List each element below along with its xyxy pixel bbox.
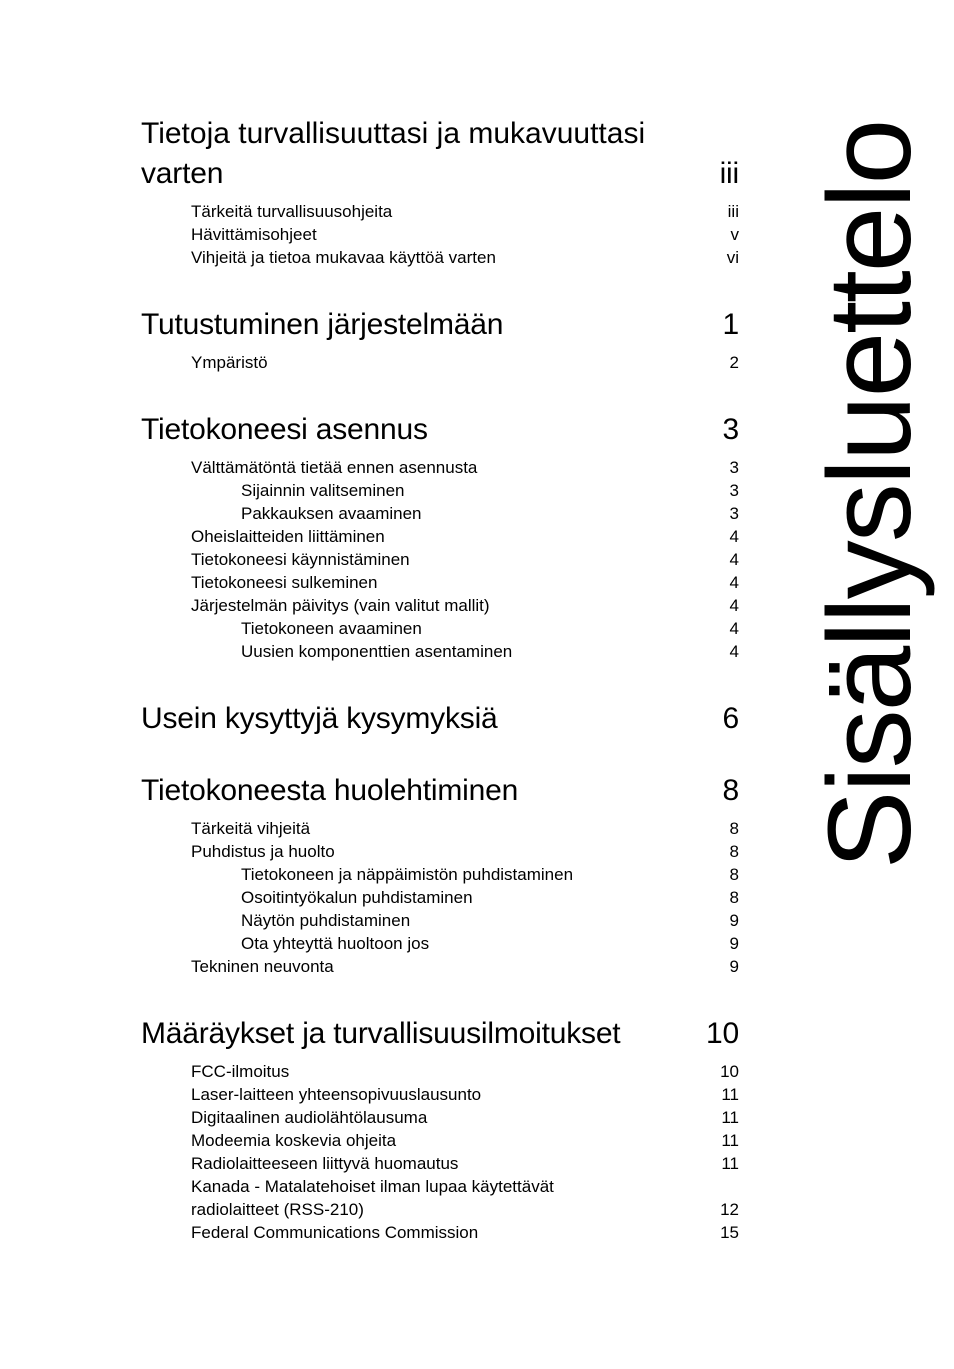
toc-subentry[interactable] <box>141 886 739 909</box>
toc-subentry[interactable] <box>141 909 739 932</box>
toc-entry-label: Tärkeitä vihjeitä <box>191 819 311 838</box>
toc-entry-page: 8 <box>729 842 739 861</box>
toc-entry-label: Pakkauksen avaaminen <box>241 504 422 523</box>
toc-subentry[interactable] <box>141 502 739 525</box>
toc-entry[interactable] <box>141 571 739 594</box>
toc-entries <box>141 351 739 374</box>
side-title-text: Sisällysluettelo <box>804 120 937 870</box>
toc-heading-page: 6 <box>722 702 739 735</box>
toc-entry-page: 15 <box>720 1223 739 1242</box>
toc-entry[interactable] <box>141 1152 739 1175</box>
toc-entry-page: 9 <box>729 911 739 930</box>
toc-heading-title: Tietokoneesta huolehtiminen <box>141 774 519 807</box>
toc-entry[interactable] <box>141 840 739 863</box>
toc-subentry[interactable] <box>141 863 739 886</box>
toc-entry[interactable] <box>141 1129 739 1152</box>
toc-entry[interactable] <box>141 594 739 617</box>
toc-heading-title: Määräykset ja turvallisuusilmoitukset <box>141 1017 621 1050</box>
toc-entry[interactable] <box>141 1106 739 1129</box>
toc-entry-label: Tärkeitä turvallisuusohjeita <box>191 202 393 221</box>
toc-entry-label: Tietokoneen ja näppäimistön puhdistaminen <box>241 865 574 884</box>
toc-entries <box>141 817 739 978</box>
toc-entry-label: Näytön puhdistaminen <box>241 911 411 930</box>
toc-subentry[interactable] <box>141 479 739 502</box>
toc-entry-label: Modeemia koskevia ohjeita <box>191 1131 397 1150</box>
toc-heading-page: 10 <box>706 1017 739 1050</box>
toc-heading-title-line1: Tietoja turvallisuuttasi ja mukavuuttasi <box>141 117 646 150</box>
toc-entry-label: Välttämätöntä tietää ennen asennusta <box>191 458 478 477</box>
toc-entry-page: 11 <box>721 1131 739 1150</box>
toc-section <box>141 771 739 1014</box>
toc-entry-label: Osoitintyökalun puhdistaminen <box>241 888 473 907</box>
toc-entry[interactable] <box>141 817 739 840</box>
toc-entry-page: 9 <box>729 957 739 976</box>
toc-entry-page: 8 <box>729 888 739 907</box>
toc-entry[interactable] <box>141 1175 739 1221</box>
side-title <box>804 120 937 870</box>
toc-entry-page: 9 <box>729 934 739 953</box>
toc-entry-label: Puhdistus ja huolto <box>191 842 335 861</box>
toc-entry-label: Tekninen neuvonta <box>191 957 334 976</box>
toc-entry-page: 2 <box>729 353 739 372</box>
toc-entry-label: Laser-laitteen yhteensopivuuslausunto <box>191 1085 482 1104</box>
toc-entry-label: Oheislaitteiden liittäminen <box>191 527 385 546</box>
toc-entry-page: 4 <box>729 527 739 546</box>
toc-heading[interactable] <box>141 114 739 194</box>
toc-entry-page: vi <box>726 248 739 267</box>
toc-entry-label: Radiolaitteeseen liittyvä huomautus <box>191 1154 459 1173</box>
toc-section <box>141 1014 739 1244</box>
toc-entry-page: 11 <box>721 1154 739 1173</box>
toc-entry[interactable] <box>141 955 739 978</box>
toc-entry-label: Sijainnin valitseminen <box>241 481 405 500</box>
toc-entries <box>141 456 739 663</box>
toc-entry-label: Uusien komponenttien asentaminen <box>241 642 513 661</box>
toc-entry-page: 4 <box>729 642 739 661</box>
toc-entry-label: Kanada - Matalatehoiset ilman lupaa käytettävät radiolaitteet (RSS-210) <box>191 1177 554 1219</box>
toc-section <box>141 305 739 410</box>
toc-entry[interactable] <box>141 223 739 246</box>
toc-heading-title: Usein kysyttyjä kysymyksiä <box>141 702 498 735</box>
toc-entry[interactable] <box>141 246 739 269</box>
toc-heading[interactable] <box>141 305 739 345</box>
toc-entry-page: 10 <box>720 1062 739 1081</box>
toc-heading[interactable] <box>141 699 739 739</box>
toc-entry-page: iii <box>727 202 739 221</box>
toc-entry-page: 11 <box>721 1085 739 1104</box>
toc-heading-page: 8 <box>722 774 739 807</box>
toc-entry[interactable] <box>141 351 739 374</box>
toc-heading[interactable] <box>141 771 739 811</box>
toc-entry-page: 3 <box>729 481 739 500</box>
toc-entry[interactable] <box>141 1060 739 1083</box>
toc-entry-page: 3 <box>729 458 739 477</box>
toc-entry-label: Hävittämisohjeet <box>191 225 317 244</box>
toc-entries <box>141 1060 739 1244</box>
toc-entry-page: 12 <box>720 1200 739 1219</box>
toc-entry-page: 4 <box>729 550 739 569</box>
toc-subentry[interactable] <box>141 640 739 663</box>
toc-heading-page: 1 <box>722 308 739 341</box>
toc-section <box>141 114 739 305</box>
toc-entry[interactable] <box>141 548 739 571</box>
toc-entry-label: Tietokoneen avaaminen <box>241 619 422 638</box>
toc-entry-page: 4 <box>729 596 739 615</box>
toc-subentry[interactable] <box>141 617 739 640</box>
toc-heading[interactable] <box>141 410 739 450</box>
toc-heading-title: Tietokoneesi asennus <box>141 413 428 446</box>
toc-entry-label: Tietokoneesi käynnistäminen <box>191 550 410 569</box>
toc-entries <box>141 200 739 269</box>
toc-entry[interactable] <box>141 200 739 223</box>
toc-heading-page: 3 <box>722 413 739 446</box>
toc-entry-page: v <box>730 225 739 244</box>
toc-entry-label: Vihjeitä ja tietoa mukavaa käyttöä varten <box>191 248 496 267</box>
toc-entry-label: Federal Communications Commission <box>191 1223 479 1242</box>
toc-heading-page: iii <box>719 157 739 190</box>
toc-entry-label: Ympäristö <box>191 353 268 372</box>
toc-heading[interactable] <box>141 1014 739 1054</box>
toc-entry-label: Tietokoneesi sulkeminen <box>191 573 378 592</box>
toc-entry-page: 4 <box>729 619 739 638</box>
toc-entry-label: FCC-ilmoitus <box>191 1062 290 1081</box>
toc-entry-page: 3 <box>729 504 739 523</box>
toc-entry-label: Digitaalinen audiolähtölausuma <box>191 1108 428 1127</box>
toc-entry[interactable] <box>141 1083 739 1106</box>
toc-subentry[interactable] <box>141 932 739 955</box>
toc-entry[interactable] <box>141 1221 739 1244</box>
table-of-contents <box>141 114 739 1244</box>
toc-section <box>141 699 739 771</box>
toc-entry-page: 4 <box>729 573 739 592</box>
toc-entry-page: 11 <box>721 1108 739 1127</box>
toc-entry-label: Järjestelmän päivitys (vain valitut mallit) <box>191 596 490 615</box>
toc-entry[interactable] <box>141 525 739 548</box>
toc-section <box>141 410 739 699</box>
toc-entry-label: Ota yhteyttä huoltoon jos <box>241 934 430 953</box>
toc-entry-page: 8 <box>729 865 739 884</box>
toc-heading-title-line2: varten <box>141 157 224 190</box>
toc-entry-page: 8 <box>729 819 739 838</box>
toc-heading-title: Tutustuminen järjestelmään <box>141 308 504 341</box>
toc-entry[interactable] <box>141 456 739 479</box>
